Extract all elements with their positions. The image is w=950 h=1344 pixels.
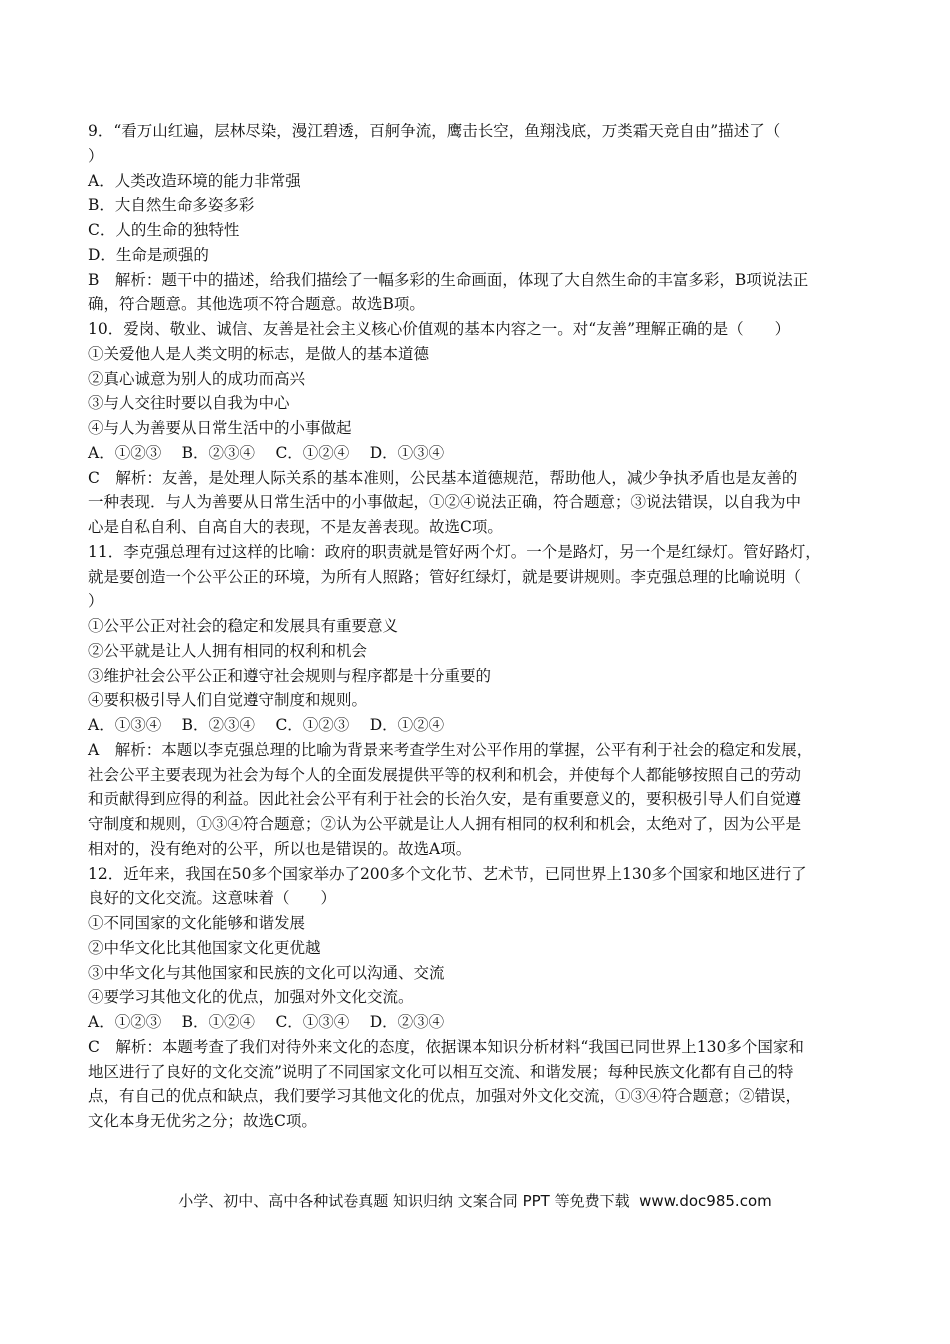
answer-line: 地区进行了良好的文化交流”说明了不同国家文化可以相互交流、和谐发展；每种民族文化都有自己的特 [88, 1062, 794, 1081]
option-line: ②中华文化比其他国家文化更优越 [88, 938, 321, 957]
question-list [88, 119, 866, 1134]
answer-line: 一种表现．与人为善要从日常生活中的小事做起，①②④说法正确，符合题意；③说法错误，以自我为中 [88, 493, 802, 512]
answer-line: 心是自私自利、自高自大的表现，不是友善表现。故选C项。 [88, 518, 503, 536]
option-line: B．大自然生命多姿多彩 [88, 196, 255, 215]
question-block [88, 317, 866, 540]
option-line: ③中华文化与其他国家和民族的文化可以沟通、交流 [88, 963, 445, 982]
option-line: A．①②③ B．②③④ C．①②④ D．①③④ [88, 443, 445, 462]
footer-url: www.doc985.com [639, 1192, 772, 1210]
answer-line: 和贡献得到应得的利益。因此社会公平有利于社会的长治久安，是有重要意义的，要积极引导人们自觉遵 [88, 790, 802, 809]
answer-line: A 解析：本题以李克强总理的比喻为背景来考查学生对公平作用的掌握，公平有利于社会的稳定和发展， [88, 740, 813, 759]
question-stem-line: 9．“看万山红遍，层林尽染，漫江碧透，百舸争流，鹰击长空，鱼翔浅底，万类霜天竞自由”描述了（ [88, 122, 781, 140]
question-block [88, 862, 866, 1134]
question-stem-line: ） [88, 146, 104, 165]
option-line: ①公平公正对社会的稳定和发展具有重要意义 [88, 617, 399, 635]
option-line: D．生命是顽强的 [88, 245, 209, 264]
answer-line: 文化本身无优劣之分；故选C项。 [88, 1112, 317, 1130]
answer-line: 相对的，没有绝对的公平，所以也是错误的。故选A项。 [88, 839, 472, 858]
question-stem-line: 10．爱岗、敬业、诚信、友善是社会主义核心价值观的基本内容之一。对“友善”理解正确的是（ ） [88, 320, 791, 338]
answer-line: 社会公平主要表现为社会为每个人的全面发展提供平等的权利和机会，并使每个人都能够按照自己的劳动 [88, 765, 802, 784]
option-line: ④要积极引导人们自觉遵守制度和规则。 [88, 691, 368, 710]
answer-line: C 解析：友善，是处理人际关系的基本准则，公民基本道德规范，帮助他人，减少争执矛盾也是友善的 [88, 468, 798, 487]
option-line: A．人类改造环境的能力非常强 [88, 171, 301, 190]
option-line: ②真心诚意为别人的成功而高兴 [88, 369, 306, 388]
footer-text: 小学、初中、高中各种试卷真题 知识归纳 文案合同 PPT 等免费下载 [178, 1192, 630, 1210]
option-line: A．①②③ B．①②④ C．①③④ D．②③④ [88, 1013, 445, 1031]
question-stem-line: ） [88, 592, 104, 611]
option-line: ④要学习其他文化的优点，加强对外文化交流。 [88, 988, 414, 1007]
option-line: A．①③④ B．②③④ C．①②③ D．①②④ [88, 716, 445, 734]
answer-line: B 解析：题干中的描述，给我们描绘了一幅多彩的生命画面，体现了大自然生命的丰富多彩，B项说法正 [88, 270, 809, 289]
question-block [88, 540, 866, 862]
answer-line: 点，有自己的优点和缺点，我们要学习其他文化的优点，加强对外文化交流，①③④符合题意；②错误， [88, 1087, 802, 1106]
question-block [88, 119, 866, 317]
option-line: ③与人交往时要以自我为中心 [88, 394, 290, 413]
option-line: ②公平就是让人人拥有相同的权利和机会 [88, 641, 368, 660]
option-line: ④与人为善要从日常生活中的小事做起 [88, 419, 352, 437]
page-footer [0, 1191, 950, 1211]
question-stem-line: 良好的文化交流。这意味着（ ） [88, 889, 337, 908]
option-line: ③维护社会公平公正和遵守社会规则与程序都是十分重要的 [88, 666, 492, 685]
question-stem-line: 12．近年来，我国在50多个国家举办了200多个文化节、艺术节，已同世界上130多个国家和地区进行了 [88, 864, 807, 883]
option-line: ①不同国家的文化能够和谐发展 [88, 914, 306, 932]
answer-line: 确，符合题意。其他选项不符合题意。故选B项。 [88, 295, 425, 314]
option-line: C．人的生命的独特性 [88, 221, 240, 239]
answer-line: C 解析：本题考查了我们对待外来文化的态度，依据课本知识分析材料“我国已同世界上130多个国家和 [88, 1037, 804, 1056]
answer-line: 守制度和规则，①③④符合题意；②认为公平就是让人人拥有相同的权利和机会，太绝对了，因为公平是 [88, 815, 802, 833]
question-stem-line: 就是要创造一个公平公正的环境，为所有人照路；管好红绿灯，就是要讲规则。李克强总理的比喻说明（ [88, 567, 802, 586]
question-stem-line: 11．李克强总理有过这样的比喻：政府的职责就是管好两个灯。一个是路灯，另一个是红绿灯。管好路灯， [88, 542, 821, 561]
option-line: ①关爱他人是人类文明的标志，是做人的基本道德 [88, 344, 430, 363]
